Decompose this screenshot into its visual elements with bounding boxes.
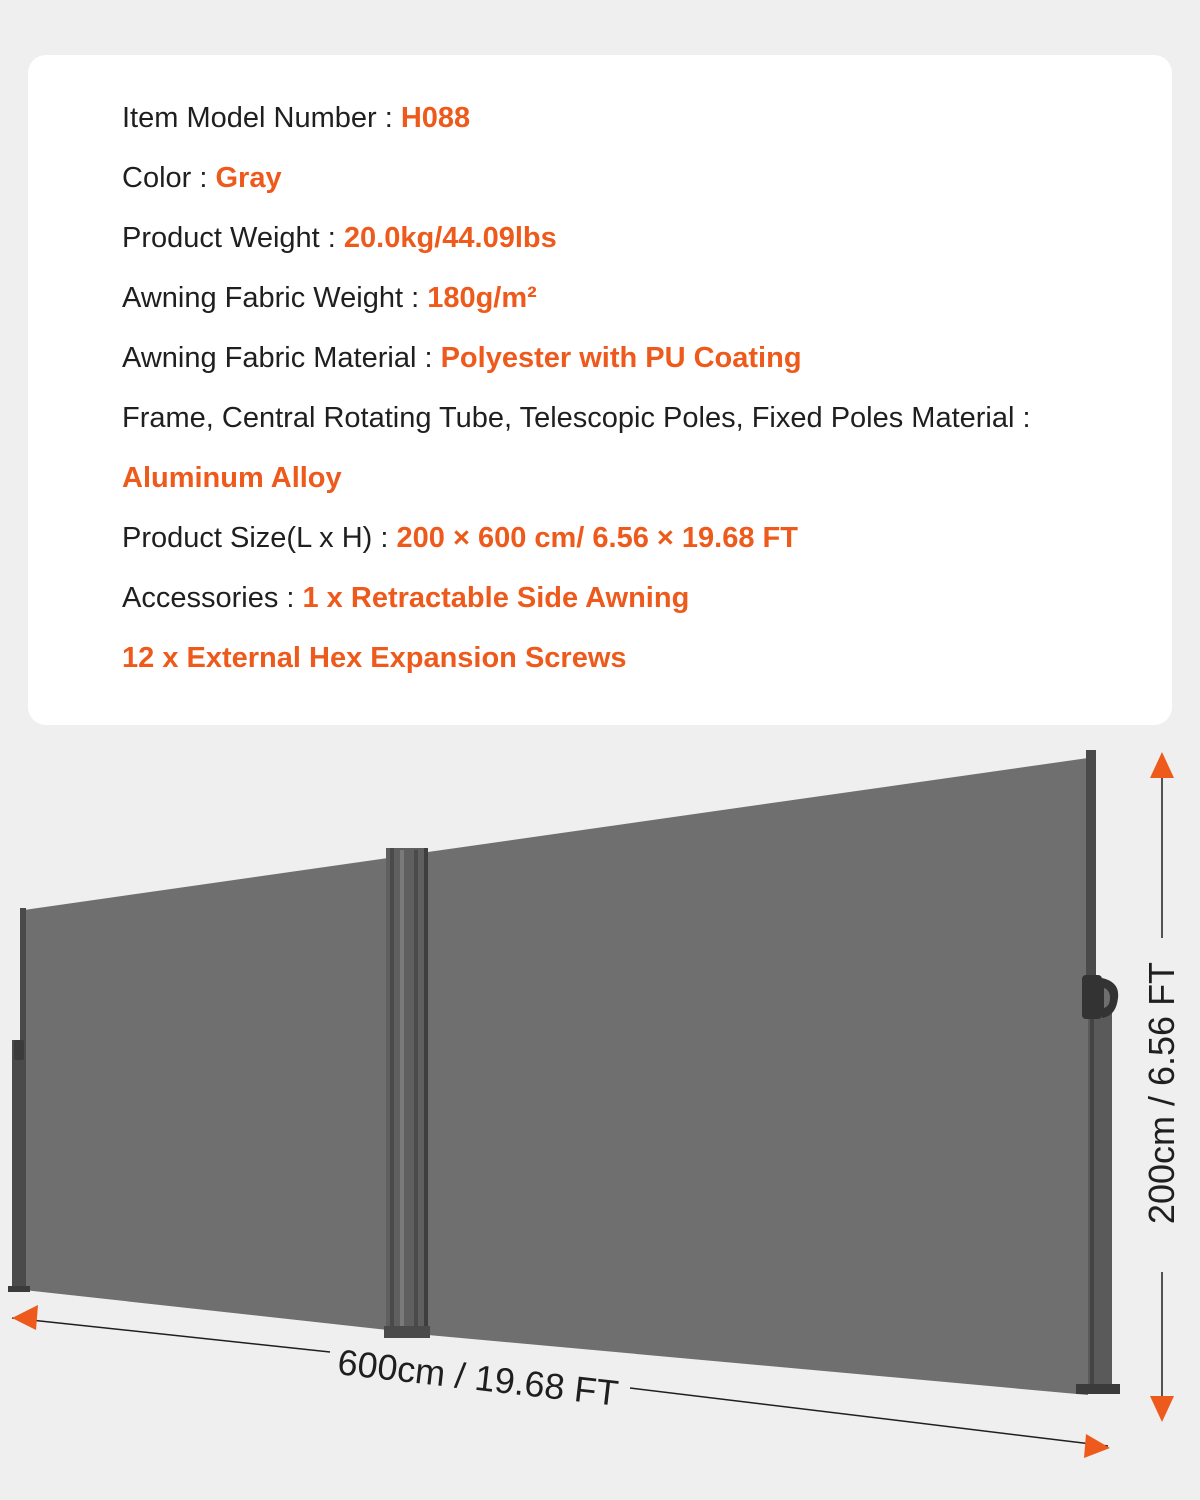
- spec-value: 20.0kg/44.09lbs: [343, 222, 557, 254]
- spec-separator: :: [1014, 402, 1031, 434]
- height-dimension-label: 200cm / 6.56 FT: [1141, 961, 1182, 1225]
- spec-value: 12 x External Hex Expansion Screws: [122, 642, 627, 674]
- spec-label: Color: [122, 162, 192, 194]
- handle-icon: [1082, 975, 1118, 1019]
- spec-separator: :: [403, 282, 428, 314]
- width-dimension-label: 600cm / 19.68 FT: [335, 1341, 621, 1414]
- spec-separator: :: [191, 162, 216, 194]
- central-rotating-tube: [384, 848, 430, 1338]
- spec-value: 180g/m²: [427, 282, 537, 314]
- spec-value: H088: [400, 102, 471, 134]
- spec-separator: :: [376, 102, 401, 134]
- spec-separator: :: [416, 342, 441, 374]
- spec-value: Aluminum Alloy: [122, 462, 342, 494]
- spec-separator: :: [278, 582, 303, 614]
- spec-value: Polyester with PU Coating: [440, 342, 802, 374]
- left-fabric-panel: [24, 858, 388, 1330]
- spec-label: Item Model Number: [122, 102, 377, 134]
- spec-separator: :: [372, 522, 397, 554]
- spec-label: Awning Fabric Material: [122, 342, 417, 374]
- spec-separator: :: [319, 222, 344, 254]
- right-fabric-panel: [428, 758, 1088, 1395]
- spec-value: Gray: [215, 162, 282, 194]
- spec-label: Product Weight: [122, 222, 320, 254]
- spec-label: Product Size(L x H): [122, 522, 373, 554]
- spec-value: 1 x Retractable Side Awning: [302, 582, 690, 614]
- spec-label: Accessories: [122, 582, 279, 614]
- spec-label: Awning Fabric Weight: [122, 282, 404, 314]
- spec-label: Frame, Central Rotating Tube, Telescopic Poles, Fixed Poles Material: [122, 402, 1015, 434]
- spec-value: 200 × 600 cm/ 6.56 × 19.68 FT: [396, 522, 798, 554]
